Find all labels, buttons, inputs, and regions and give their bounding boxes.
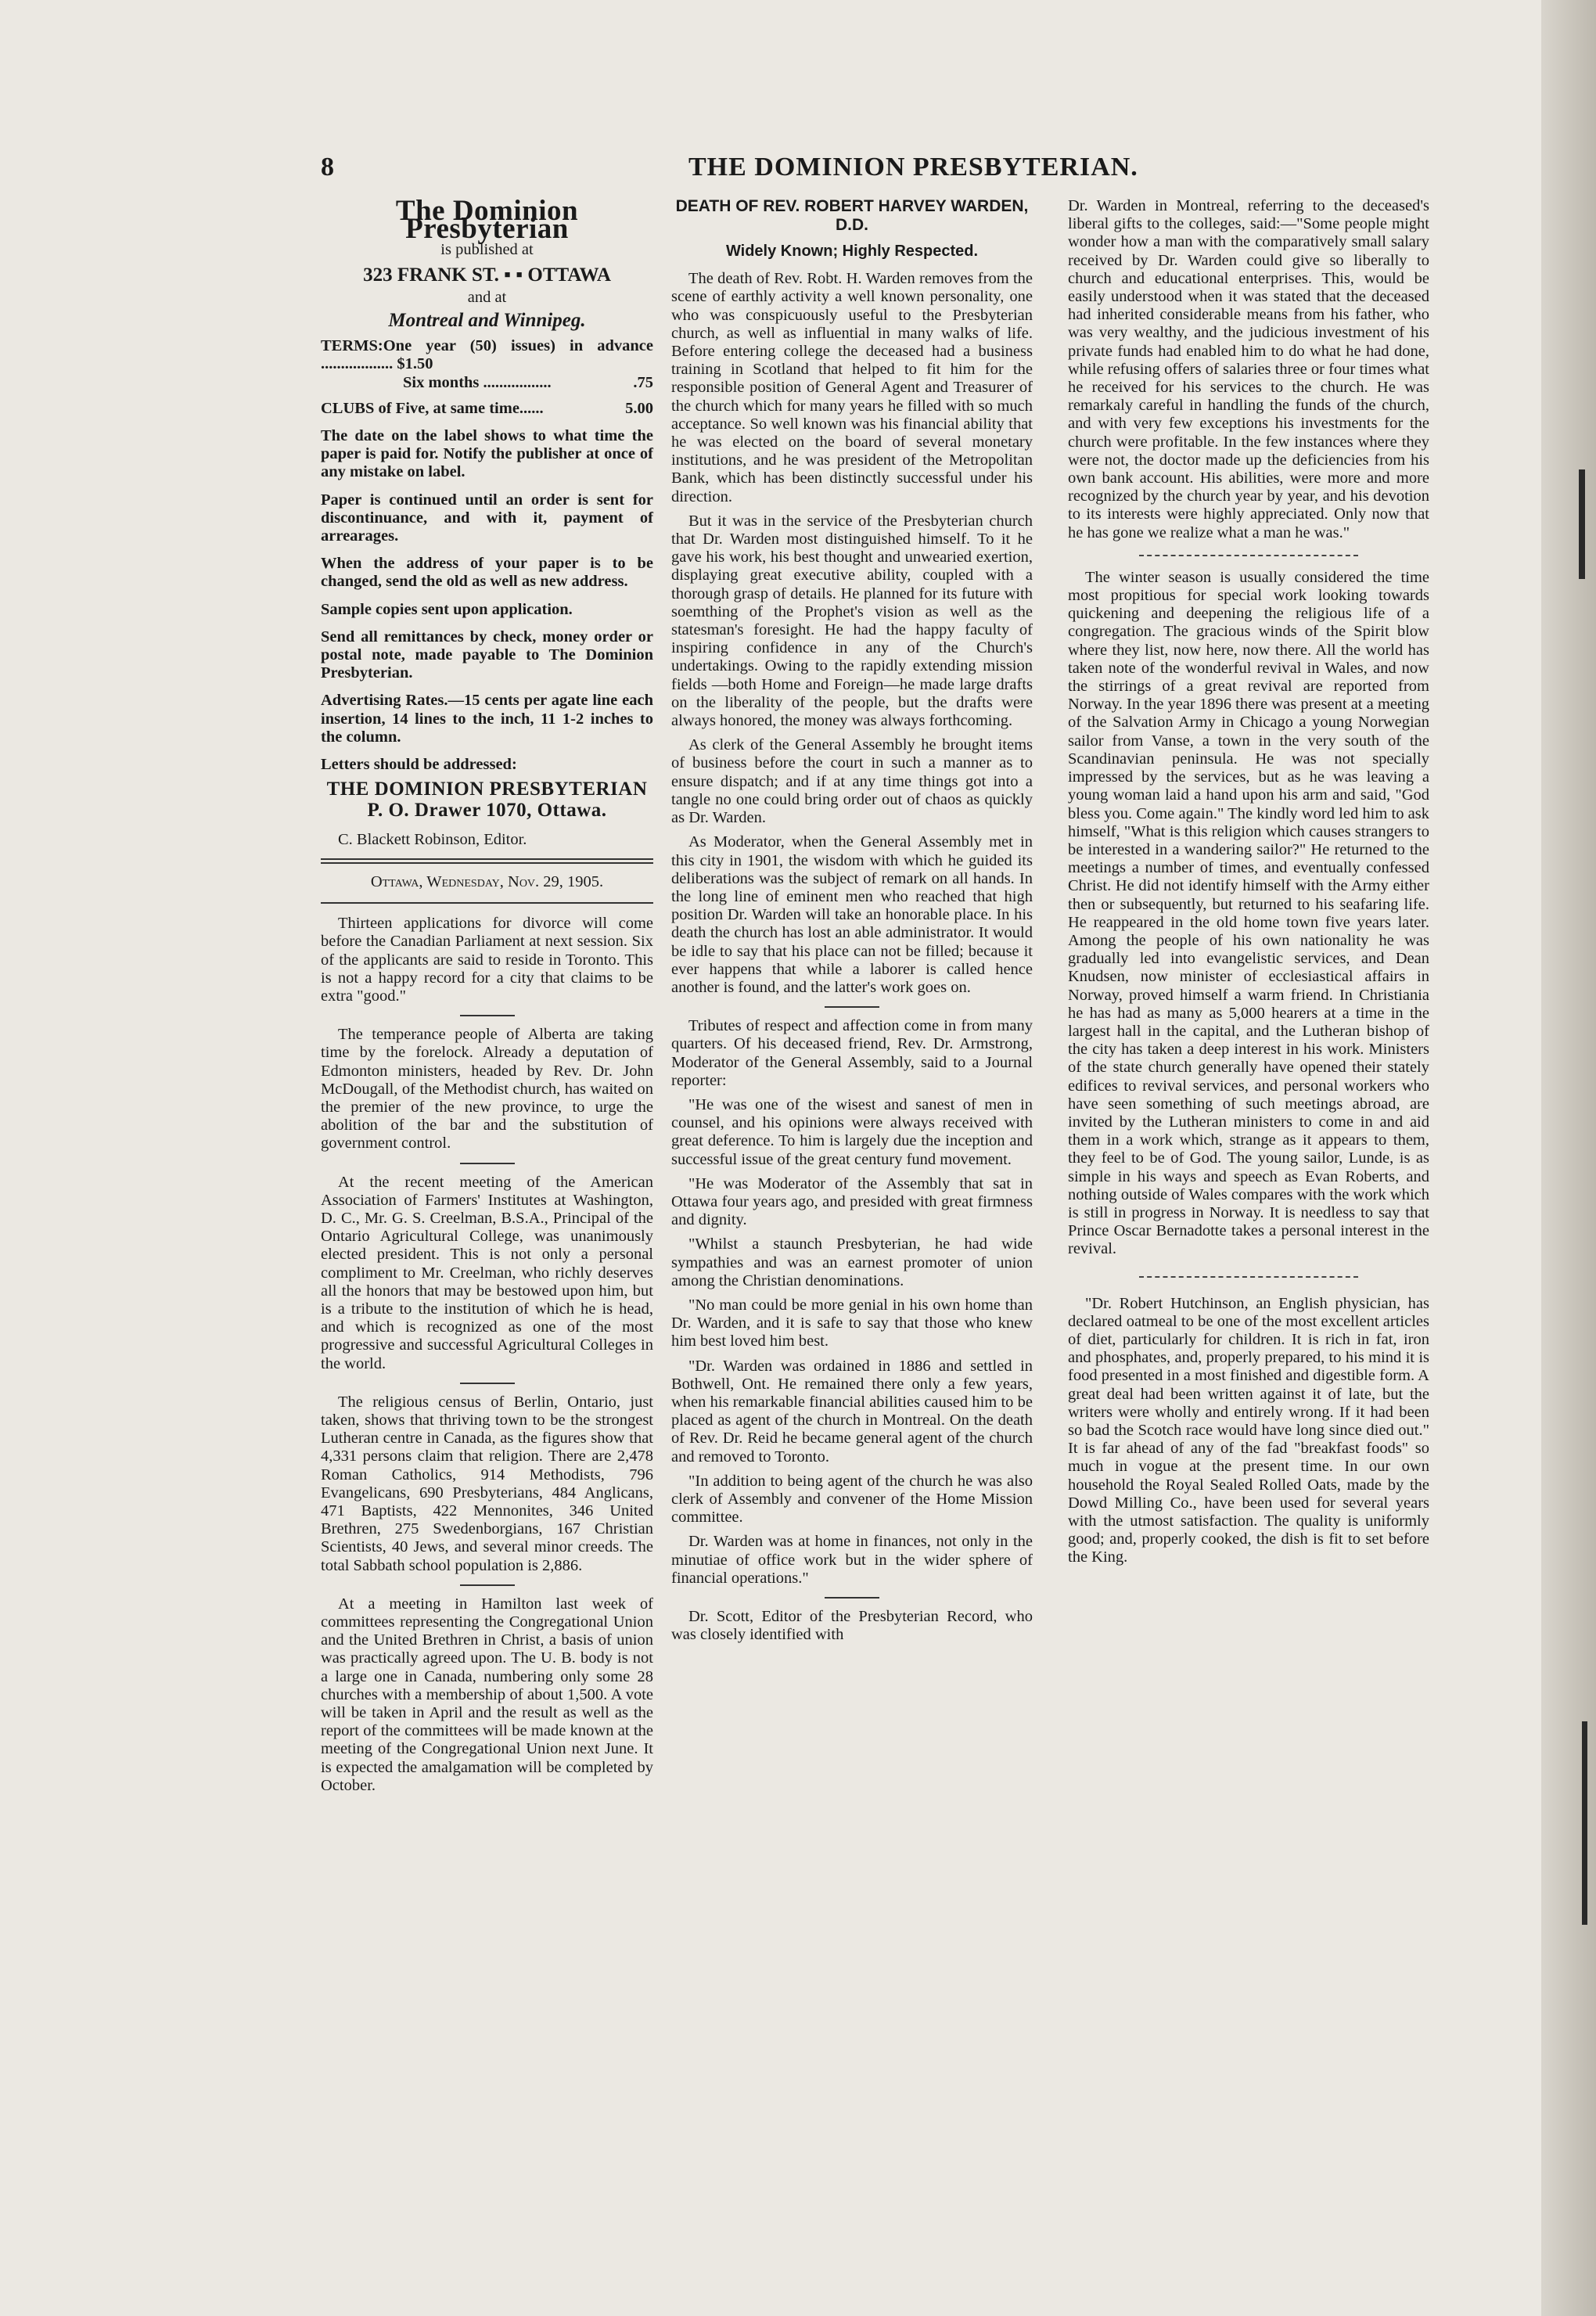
warden-para-13: Dr. Scott, Editor of the Presbyterian Record, who was closely identified with bbox=[671, 1608, 1033, 1644]
terms-line: TERMS:One year (50) issues) in advance .................. $1.50 bbox=[321, 337, 653, 373]
and-at-text: and at bbox=[467, 288, 507, 306]
warden-para-1: The death of Rev. Robt. H. Warden removes from the scene of earthly activity a well known personality, one who was conspicuously useful to the Presbyterian church, as well as influential in many walks of life. Before entering college the deceased had a business training in Scotland that helped to fit him for the responsible position of General Agent and Treasurer of the church which for many years he filled with so much acceptance. So well known was his financial ability that he was elected on the board of several monetary institutions, and he was president of the Metropolitan Bank, which has been distinctly successful under his direction. bbox=[671, 270, 1033, 505]
notice-advertising: Advertising Rates.—15 cents per agate line each insertion, 14 lines to the inch, 11 1-2 inches to the column. bbox=[321, 692, 653, 746]
short-rule bbox=[460, 1584, 515, 1586]
dashed-divider bbox=[1139, 1276, 1358, 1278]
warden-continued: Dr. Warden in Montreal, referring to the deceased's liberal gifts to the colleges, said:—"Some people might wonder how a man with the comparatively small salary received by Dr. Warden could give so liberally to church and educational enterprises. This, would be easily understood when it was stated that the deceased had inherited considerable means from his father, who was very wealthy, and the judicious investment of his private funds had enabled him to do what he had done, while refusing offers of salaries three or four times what he received for his services to the church. He was remarkaly careful in handling the funds of the church, and with very few exceptions his investments for the church were profitable. In the few instances where they were not, the doctor made up the deficiencies from his own bank account. His abilities, were more and more recognized by the church year by year, and his devotion to its interests were highly appreciated. Only now that he has gone we realize what a man he was." bbox=[1068, 197, 1429, 541]
publication-title: The Dominion Presbyterian bbox=[395, 195, 579, 246]
notice-continued: Paper is continued until an order is sent for discontinuance, and with it, payment of arrearages. bbox=[321, 491, 653, 545]
warden-para-11: "In addition to being agent of the church he was also clerk of Assembly and convener of the Home Mission committee. bbox=[671, 1472, 1033, 1527]
masthead-title: THE DOMINION PRESBYTERIAN. bbox=[688, 153, 1138, 182]
warden-para-3: As clerk of the General Assembly he brought items of business before the court in such a manner as to ensure dispatch; and if at any time things got into a tangle no one could bring order out of chaos as quickly as Dr. Warden. bbox=[671, 736, 1033, 827]
article-headline: DEATH OF REV. ROBERT HARVEY WARDEN, D.D. bbox=[675, 197, 1029, 234]
warden-para-5: Tributes of respect and affection come in from many quarters. Of his deceased friend, Rev. Dr. Armstrong, Moderator of the General Assembly, said to a Journal reporter: bbox=[671, 1017, 1033, 1089]
page-edge-shadow bbox=[1541, 0, 1596, 2316]
six-months-price: .75 bbox=[633, 373, 653, 391]
article-berlin-census: The religious census of Berlin, Ontario, just taken, shows that thriving town to be the strongest Lutheran centre in Canada, as the figures show that 4,331 persons claim that religion. There are 2,478 Roman Catholics, 914 Methodists, 796 Evangelicans, 690 Presbyterians, 484 Anglicans, 471 Baptists, 422 Mennonites, 346 United Brethren, 275 Swedenborgians, 167 Christian Scientists, 40 Jews, and several minor creeds. The total Sabbath school population is 2,886. bbox=[321, 1393, 653, 1574]
six-months-label: Six months ................. bbox=[403, 373, 552, 391]
double-rule bbox=[321, 858, 653, 864]
article-creelman: At the recent meeting of the American Association of Farmers' Institutes at Washington, D. C., Mr. G. S. Creelman, B.S.A., Principal of the Ontario Agricultural College, was unanimously elected president. This is not only a personal compliment to Mr. Creelman, who richly deserves all the honors that may be bestowed upon him, but is a tribute to the institution of which he is head, and which is recognized as one of the most progressive and successful Agricultural Colleges in the world. bbox=[321, 1173, 653, 1372]
published-at-text: is published at bbox=[440, 241, 534, 259]
column-2 bbox=[671, 197, 1033, 1650]
clubs-row bbox=[321, 400, 653, 418]
notice-address-change: When the address of your paper is to be changed, send the old as well as new address. bbox=[321, 555, 653, 591]
short-rule bbox=[460, 1163, 515, 1164]
short-rule bbox=[460, 1015, 515, 1016]
article-revival: The winter season is usually considered the time most propitious for special work looking towards quickening and deepening the religious life of a congregation. The gracious winds of the Spirit blow where they list, now here, now there. All the world has taken note of the wonderful revival in Wales, and now the stirrings of a great revival are reported from Norway. In the year 1896 there was present at a meeting of the Salvation Army in Chicago a young Norwegian sailor from Vanse, a town in the very south of the Scandinavian peninsula. He was not specially impressed by the services, but as he was leaving a young woman laid a hand upon his arm and said, "God bless you. Come again." The kindly word led him to ask himself, "What is this religion which causes strangers to be interested in a wandering sailor?" He returned to the meetings a number of times, and eventually confessed Christ. He did not identify himself with the Army either then or subsequently, but returned to his seafaring life. He reappeared in the old home town five years later. Among the people of his own nationality he was gradually led into evangelistic services, and Dean Knudsen, now minister of ecclesiastical affairs in Norway, proved himself a warm friend. In Christiania he has had as many as 5,000 hearers at a time in the largest hall in the capital, and the Lutheran bishop of the city has taken a deep interest in his work. Ministers of the state church generally have opened their stately edifices to revival services, and personal workers who have seen something of such meetings abroad, are invited by the Lutheran ministers to come in and aid them in a work which, strange as it appears to them, they feel to be of God. The young sailor, Lunde, is as simple in his ways and speech as Evan Roberts, and nothing outside of Wales compares with the work which is still in progress in Norway. It is needless to say that Prince Oscar Bernadotte takes a personal interest in the revival. bbox=[1068, 568, 1429, 1258]
warden-para-6: "He was one of the wisest and sanest of men in counsel, and his opinions were always received with great deference. To him is largely due the inception and successful issue of the great century fund movement. bbox=[671, 1095, 1033, 1168]
column-1 bbox=[321, 197, 653, 1801]
page-header bbox=[321, 153, 1565, 192]
six-months-row bbox=[321, 374, 653, 392]
article-divorce: Thirteen applications for divorce will come before the Canadian Parliament at next session. Six of the applicants are said to reside in Toronto. This is not a happy record for a city that claims to be extra "good." bbox=[321, 915, 653, 1005]
warden-para-12: Dr. Warden was at home in finances, not only in the minutiae of office work but in the wider sphere of financial operations." bbox=[671, 1533, 1033, 1587]
warden-para-8: "Whilst a staunch Presbyterian, he had wide sympathies and was an earnest promoter of union among the Christian denominations. bbox=[671, 1235, 1033, 1289]
notice-sample: Sample copies sent upon application. bbox=[321, 600, 573, 618]
warden-para-2: But it was in the service of the Presbyterian church that Dr. Warden most distinguished himself. To it he gave his work, his best thought and unwearied exertion, displaying great executive ability, coupled with a thorough grasp of details. He planned for its future with soemthing of the Prophet's vision as well as the statesman's foresight. He had the happy faculty of inspiring confidence in any of the Church's undertakings. Owing to the rapidly extending mission fields —both Home and Foreign—he made large drafts on the liberality of the people, but the drafts were always honored, the money was always forthcoming. bbox=[671, 512, 1033, 730]
binder-clip-mark bbox=[1579, 469, 1585, 579]
column-3 bbox=[1068, 197, 1429, 1573]
signature-address: P. O. Drawer 1070, Ottawa. bbox=[367, 800, 607, 822]
article-temperance: The temperance people of Alberta are taking time by the forelock. Already a deputation of Edmonton ministers, headed by Rev. Dr. John McDougall, of the Methodist church, has waited on the premier of the new province, to urge the abolition of the bar and the substitution of government control. bbox=[321, 1026, 653, 1153]
clubs-price: 5.00 bbox=[625, 399, 653, 417]
binder-clip-mark bbox=[1582, 1721, 1587, 1925]
dateline: Ottawa, Wednesday, Nov. 29, 1905. bbox=[370, 872, 604, 890]
cities-line: Montreal and Winnipeg. bbox=[388, 310, 586, 332]
article-oatmeal: "Dr. Robert Hutchinson, an English physician, has declared oatmeal to be one of the most excellent articles of diet, particularly for children. It is rich in fat, iron and phosphates, and, properly prepared, to his mind it is food presented in a most finished and digestible form. A great deal had been written against it of late, but the writers were wholly and entirely wrong. If it had been so bad the Scotch race would have long since died out." It is far ahead of any of the fad "breakfast foods" so much in vogue at the present time. In our own household the Royal Sealed Rolled Oats, made by the Dowd Milling Co., have been used for several years with the utmost satisfaction. The quality is uniformly good; and, properly cooked, the dish is fit to set before the King. bbox=[1068, 1294, 1429, 1566]
address-line: 323 FRANK ST. ▪ ▪ OTTAWA bbox=[363, 264, 611, 286]
article-hamilton-union: At a meeting in Hamilton last week of committees representing the Congregational Union and the United Brethren in Christ, a basis of union was practically agreed upon. The U. B. body is not a large one in Canada, numbering only some 28 churches with a membership of about 1,500. A vote will be taken in April and the result as well as the report of the committees will be made known at the meeting of the Congregational Union next June. It is expected the amalgamation will be completed by October. bbox=[321, 1595, 653, 1794]
short-rule bbox=[825, 1597, 879, 1599]
page-number: 8 bbox=[321, 153, 334, 182]
short-rule bbox=[460, 1383, 515, 1384]
notice-date-label: The date on the label shows to what time the paper is paid for. Notify the publisher at once of any mistake on label. bbox=[321, 427, 653, 481]
divider bbox=[321, 902, 653, 904]
notice-remittances: Send all remittances by check, money order or postal note, made payable to The Dominion Presbyterian. bbox=[321, 628, 653, 682]
warden-para-7: "He was Moderator of the Assembly that sat in Ottawa four years ago, and presided with great firmness and dignity. bbox=[671, 1174, 1033, 1229]
warden-para-4: As Moderator, when the General Assembly met in this city in 1901, the wisdom with which he guided its deliberations was the subject of remark on all hands. In the long line of eminent men who reached that high position Dr. Warden will take an honorable place. In his death the church has lost an able administrator. It would be idle to say that his place can not be filled; because it ever happens that while a laborer is called hence another is found, and the latter's work goes on. bbox=[671, 833, 1033, 996]
short-rule bbox=[825, 1006, 879, 1008]
dashed-divider bbox=[1139, 555, 1358, 556]
letters-label: Letters should be addressed: bbox=[321, 756, 517, 774]
warden-para-9: "No man could be more genial in his own home than Dr. Warden, and it is safe to say that those who knew him best loved him best. bbox=[671, 1296, 1033, 1350]
signature-name: THE DOMINION PRESBYTERIAN bbox=[326, 779, 648, 800]
warden-para-10: "Dr. Warden was ordained in 1886 and settled in Bothwell, Ont. He remained there only a few years, when his remarkable financial abilities caused him to be placed as agent of the church in Montreal. On the death of Rev. Dr. Reid he became general agent of the church and removed to Toronto. bbox=[671, 1357, 1033, 1465]
editor-line: C. Blackett Robinson, Editor. bbox=[338, 830, 527, 848]
article-subhead: Widely Known; Highly Respected. bbox=[725, 243, 979, 260]
clubs-label: CLUBS of Five, at same time...... bbox=[321, 399, 544, 417]
